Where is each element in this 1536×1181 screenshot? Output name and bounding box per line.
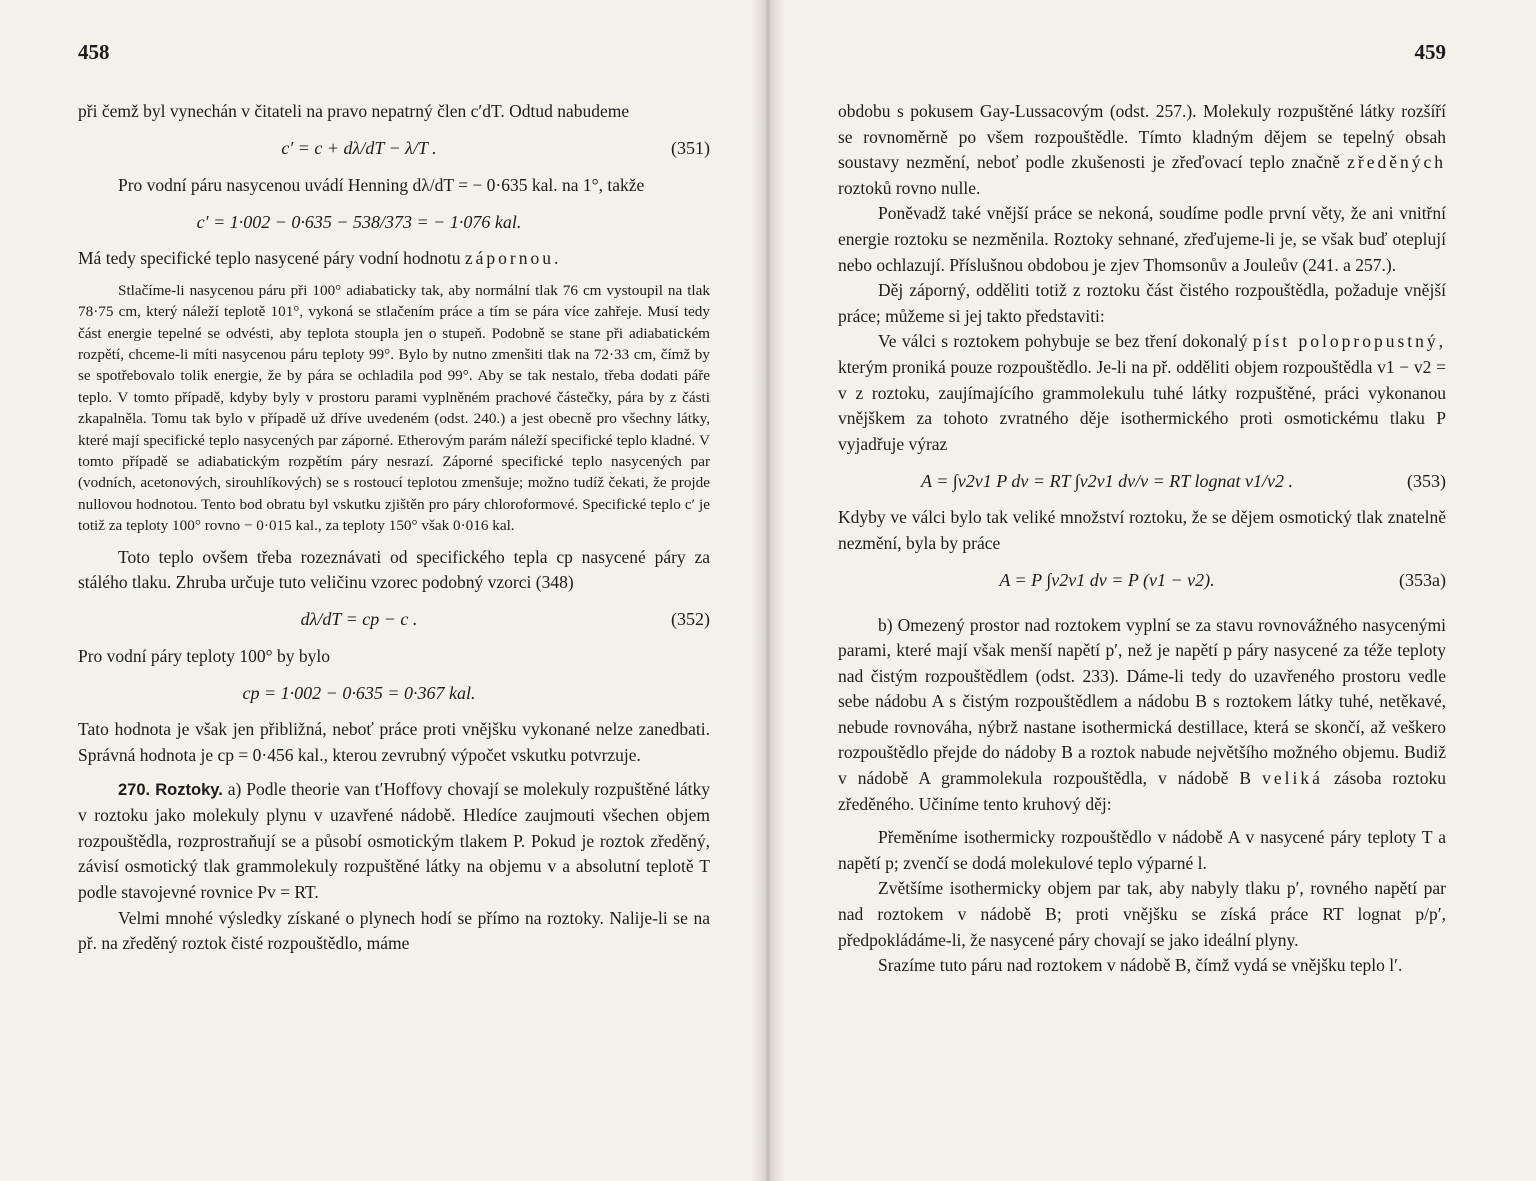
equation-body: A = P ∫v2v1 dv = P (v1 − v2). <box>999 570 1215 590</box>
paragraph: při čemž byl vynechán v čitateli na pravo nepatrný člen c′dT. Odtud nabudeme <box>78 101 630 121</box>
equation-353 <box>838 457 1446 505</box>
equation-number: (352) <box>671 609 710 630</box>
page-number: 459 <box>1414 40 1446 64</box>
section-paragraph <box>78 777 710 906</box>
emphasis-text: píst polopropustný, <box>1252 331 1447 352</box>
paragraph: Toto teplo ovšem třeba rozeznávati od specifického tepla cp nasycené páry za stálého tlaku. Zhruba určuje tuto veličinu vzorec podobný vzorci (348) <box>78 546 710 593</box>
paragraph-text: zásoba roztoku zředěného. Učiníme tento kruhový děj: <box>838 768 1447 814</box>
right-page <box>768 0 1536 1181</box>
paragraph: Kdyby ve válci bylo tak veliké množství roztoku, že se dějem osmotický tlak znatelně nezmění, byla by práce <box>838 507 1446 553</box>
paragraph <box>838 329 1446 457</box>
equation-352 <box>78 596 710 644</box>
equation-number: (353) <box>1407 470 1446 491</box>
paragraph-text: obdobu s pokusem Gay-Lussacovým (odst. 257.). Molekuly rozpuštěné látky rozšíří se rovnoměrně po všem rozpouštědle. Tímto kladným dějem se tepelný obsah soustavy nezmění, neboť podle zkušenosti je zřeďovací teplo značně <box>838 101 1446 173</box>
book-gutter <box>752 0 784 1181</box>
equation-body: dλ/dT = cp − c . <box>300 609 418 630</box>
paragraph: Pro vodní páry teploty 100° by bylo <box>78 645 330 666</box>
section-heading: 270. Roztoky. <box>118 780 223 799</box>
emphasis-text: veliká <box>1262 768 1323 789</box>
paragraph: Poněvadž také vnější práce se nekoná, soudíme podle první věty, že ani vnitřní energie roztoku se nezměnila. Roztoky sehnané, zřeďujeme-li je, se však buď oteplují nebo ochlazují. Příslušnou obdobou je zjev Thomsonův a Jouleův (241. a 257.). <box>838 203 1446 275</box>
equation-cp <box>78 669 710 717</box>
paragraph: Tato hodnota je však jen přibližná, neboť práce proti vnějšku vykonané nelze zanedbati. Správná hodnota je cp = 0·456 kal., kterou zevrubný výpočet vskutku potvrzuje. <box>78 719 710 766</box>
equation-353a <box>838 557 1446 605</box>
paragraph <box>838 99 1446 201</box>
equation-c-prime <box>78 198 710 246</box>
paragraph: Srazíme tuto páru nad roztokem v nádobě B, čímž vydá se vnějšku teplo l′. <box>878 955 1403 976</box>
paragraph: Pro vodní páru nasycenou uvádí Henning dλ/dT = − 0·635 kal. na 1°, takže <box>118 174 645 195</box>
equation-body: A = ∫v2v1 P dv = RT ∫v2v1 dv/v = RT lognat v1/v2 . <box>921 470 1293 491</box>
emphasis-text: zředěných <box>1347 152 1447 173</box>
paragraph <box>78 246 710 272</box>
emphasis-text: zápornou. <box>464 248 562 269</box>
page-number: 458 <box>78 40 110 64</box>
paragraph-text: b) Omezený prostor nad roztokem vyplní se za stavu rovnovážného nasycenými parami, které mají však menší napětí p′, než je napětí p páry nasycené za téže teploty nad čistým rozpouštědlem (odst. 233). Dáme-li tedy do uzavřeného prostoru vedle sebe nádobu A s čistým rozpouštědlem a nádobu B s roztokem látky tuhé, netěkavé, nebude rovnováha, nýbrž nastane isothermická destillace, která se skončí, až veškero rozpouštědlo přejde do nádoby B a roztok nabude největšího možného objemu. Budiž v nádobě A grammolekula rozpouštědla, v nádobě B <box>838 614 1446 789</box>
equation-351 <box>78 125 710 173</box>
equation-number: (353a) <box>1399 570 1446 590</box>
equation-body: cp = 1·002 − 0·635 = 0·367 kal. <box>242 682 476 703</box>
paragraph: Děj záporný, odděliti totiž z roztoku část čistého rozpouštědla, požaduje vnější práce; můžeme si jej takto představiti: <box>838 280 1446 326</box>
paragraph-text: Ve válci s roztokem pohybuje se bez tření dokonalý <box>878 331 1248 352</box>
paragraph: Velmi mnohé výsledky získané o plynech hodí se přímo na roztoky. Nalije-li se na př. na zředěný roztok čisté rozpouštědlo, máme <box>78 907 710 954</box>
paragraph-text: roztoků rovno nulle. <box>838 177 981 198</box>
paragraph-text: Má tedy specifické teplo nasycené páry vodní hodnotu <box>78 248 461 269</box>
paragraph-text: kterým proniká pouze rozpouštědlo. Je-li na př. odděliti objem rozpouštědla v1 − v2 = v z roztoku, zaujímajícího grammolekulu tuhé látky rozpuštěné, práci vykonanou vnějškem za tohoto zvratného děje isothermického proti osmotickému tlaku P vyjadřuje výraz <box>838 356 1446 454</box>
small-paragraph: Stlačíme-li nasycenou páru při 100° adiabaticky tak, aby normální tlak 76 cm vystoupil na tlak 78·75 cm, který náleží teplotě 101°, vykoná se stlačením práce a tím se pára více zahřeje. Musí tedy část energie tepelné se odvésti, aby teplota stoupla jen o stupeň. Podobně se stane při adiabatickém rozpětí, chceme-li míti nasycenou páru teploty 99°. Bylo by nutno zmenšiti tlak na 72·33 cm, čímž by se spotřebovalo tolik energie, že by pára se ochladila pod 99°. Aby se tak nestalo, třeba dodati páře teplo. V tomto případě, kdyby byly v prostoru parami vyplněném prachové částečky, pára by z části zkapalněla. Tomu tak bylo v případě už dříve uvedeném (odst. 240.) a jest obecně pro všechny látky, které mají specifické teplo nasycených par záporné. Etherovým parám náleží specifické teplo kladné. V tomto případě se adiabatickým rozpětím páry nesrazí. Záporné specifické teplo nasycených par (vodních, acetonových, sirouhlíkových) se s rostoucí teplotou zmenšuje; možno tudíž čekati, že projde nullovou hodnotou. Tento bod obratu byl vskutku zjištěn pro páry chloroformové. Specifické teplo c′ je totiž za teploty 100° rovno − 0·015 kal., za teploty 150° však 0·016 kal. <box>78 281 710 535</box>
paragraph: Zvětšíme isothermicky objem par tak, aby nabyly tlaku p′, rovného napětí par nad roztokem v nádobě B; proti vnějšku se získá práce RT lognat p/p′, předpokládáme-li, že nasycené páry chovají se jako ideální plyny. <box>838 878 1446 950</box>
paragraph: Přeměníme isothermicky rozpouštědlo v nádobě A v nasycené páry teploty T a napětí p; zvenčí se dodá molekulové teplo výparné l. <box>838 827 1446 873</box>
equation-body: c′ = c + dλ/dT − λ/T . <box>281 138 437 159</box>
equation-number: (351) <box>671 138 710 159</box>
paragraph <box>838 613 1446 818</box>
paragraph-text: a) Podle theorie van t′Hoffovy chovají se molekuly rozpuštěné látky v roztoku jako molekuly plynu v uzavřené nádobě. Hledíce zaujmouti všechen objem rozpouštědla, rozprostraňují se a působí osmotickým tlakem P. Pokud je roztok zředěný, závisí osmotický tlak grammolekuly rozpuštěné látky na objemu v a absolutní teplotě T podle stavojevné rovnice Pv = RT. <box>78 778 711 902</box>
equation-body: c′ = 1·002 − 0·635 − 538/373 = − 1·076 kal. <box>196 211 522 232</box>
